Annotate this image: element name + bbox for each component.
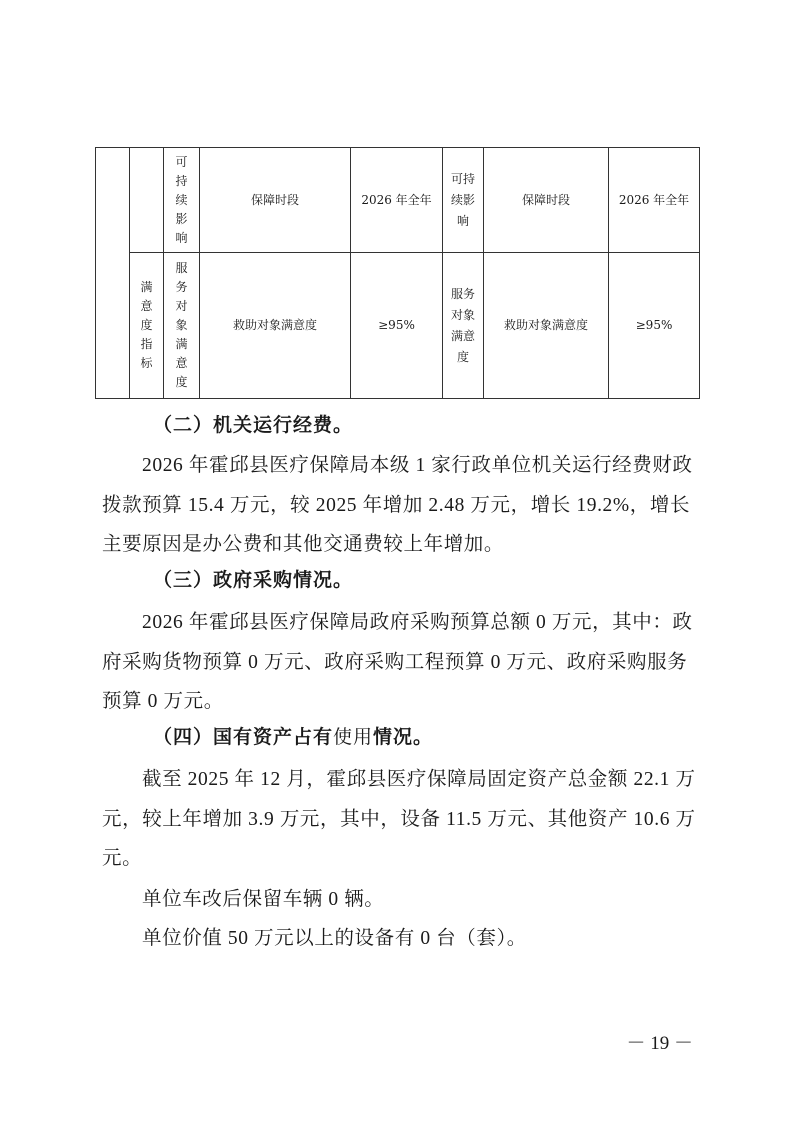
paragraph: 截至 2025 年 12 月，霍邱县医疗保障局固定资产总金额 22.1 万元，较上年增加 3.9 万元，其中，设备 11.5 万元、其他资产 10.6 万元。 — [102, 769, 696, 869]
paragraph: 2026 年霍邱县医疗保障局政府采购预算总额 0 万元，其中：政府采购货物预算 0 万元、政府采购工程预算 0 万元、政府采购服务预算 0 万元。 — [102, 612, 693, 712]
table-cell: ≥95% — [609, 253, 700, 399]
table-cell: 2026 年全年 — [351, 148, 443, 253]
section-heading: （四）国有资产占有使用情况。 — [153, 726, 434, 748]
table-cell-empty — [130, 148, 164, 253]
paragraph: 单位价值 50 万元以上的设备有 0 台（套）。 — [142, 928, 527, 949]
table-cell: 2026 年全年 — [609, 148, 700, 253]
page-number: － 19 － — [626, 1033, 693, 1054]
table-cell: 可持续影响 — [443, 148, 484, 253]
table-cell: 救助对象满意度 — [200, 253, 351, 399]
section-heading: （三）政府采购情况。 — [153, 569, 354, 591]
table-cell: 救助对象满意度 — [484, 253, 609, 399]
table-row — [96, 253, 700, 399]
table-cell: 服务对象满意度 — [164, 253, 200, 399]
paragraph: 单位车改后保留车辆 0 辆。 — [142, 889, 385, 910]
table-row — [96, 148, 700, 253]
table-cell: ≥95% — [351, 253, 443, 399]
table-cell: 可持续影响 — [164, 148, 200, 253]
section-heading: （二）机关运行经费。 — [153, 414, 354, 436]
performance-indicator-table — [95, 147, 700, 399]
table-cell-empty — [96, 148, 130, 399]
table-cell: 保障时段 — [200, 148, 351, 253]
table-cell: 保障时段 — [484, 148, 609, 253]
paragraph: 2026 年霍邱县医疗保障局本级 1 家行政单位机关运行经费财政拨款预算 15.4 万元，较 2025 年增加 2.48 万元，增长 19.2%，增长主要原因是办公费和其他交通费较上年增加。 — [102, 455, 693, 555]
table-cell: 服务对象满意度 — [443, 253, 484, 399]
table-cell: 满意度指标 — [130, 253, 164, 399]
